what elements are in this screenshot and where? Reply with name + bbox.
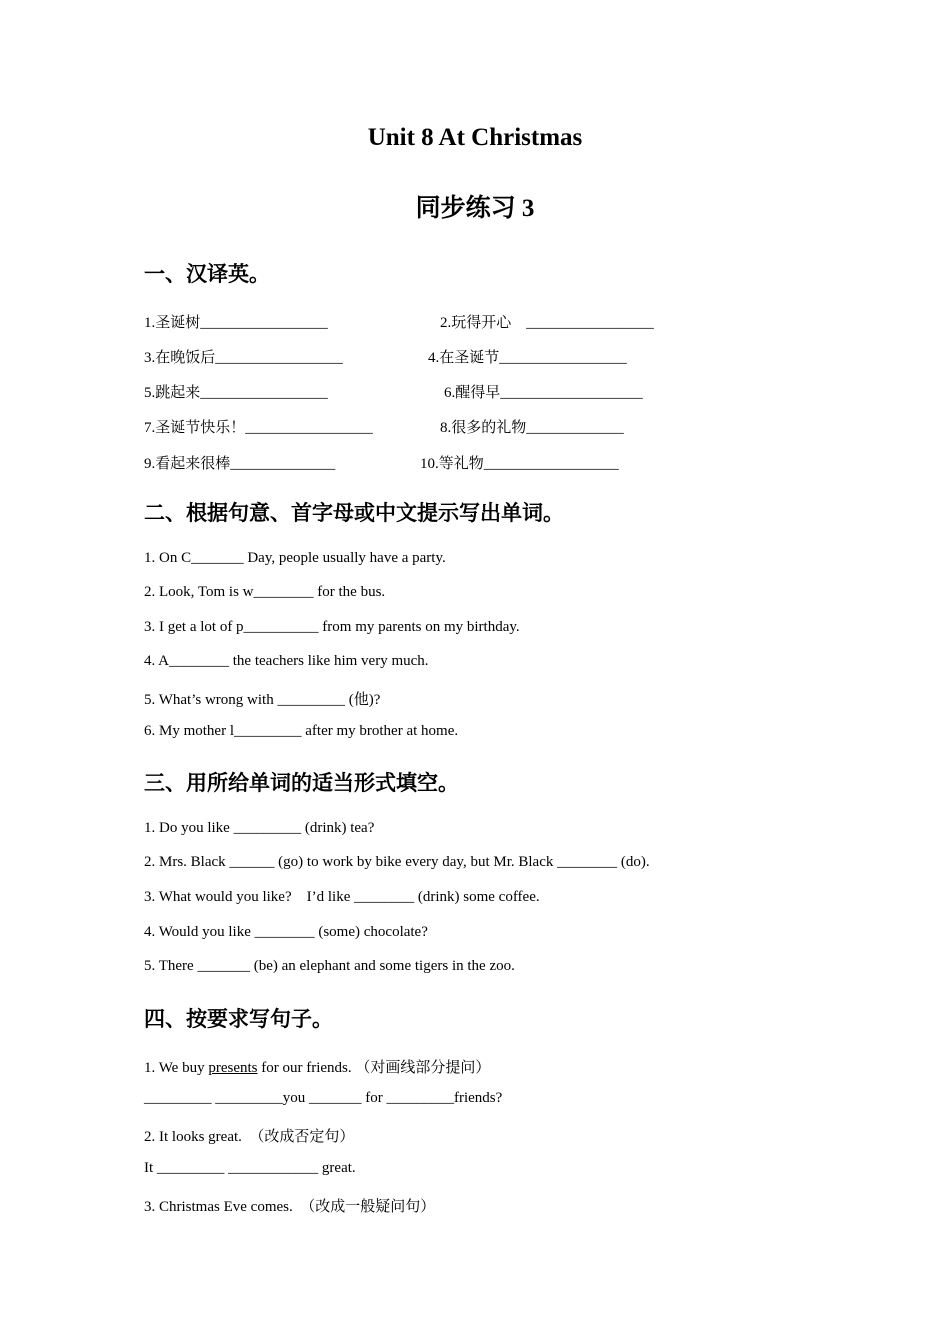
- section1-item-3: 3.在晚饭后_________________: [144, 350, 343, 366]
- section4-q1-underlined-word: presents: [208, 1060, 258, 1076]
- section3-heading: 三、用所给单词的适当形式填空。: [144, 771, 459, 795]
- section1-heading: 一、汉译英。: [144, 262, 270, 286]
- section3-item-2: 2. Mrs. Black ______ (go) to work by bike every day, but Mr. Black ________ (do).: [144, 854, 650, 870]
- section1-item-1: 1.圣诞树_________________: [144, 315, 328, 331]
- section1-item-9: 9.看起来很棒______________: [144, 456, 336, 472]
- section4-q1-before: 1. We buy: [144, 1060, 209, 1076]
- section3-item-5: 5. There _______ (be) an elephant and some tigers in the zoo.: [144, 958, 515, 974]
- section4-question-1: [144, 1056, 490, 1077]
- worksheet-title: Unit 8 At Christmas: [367, 124, 583, 151]
- section2-item-3: 3. I get a lot of p__________ from my parents on my birthday.: [144, 619, 520, 635]
- section4-answer-2: It _________ ____________ great.: [144, 1160, 356, 1176]
- section4-answer-1: _________ _________you _______ for _________friends?: [144, 1090, 503, 1106]
- section4-heading: 四、按要求写句子。: [144, 1007, 333, 1031]
- section2-item-1: 1. On C_______ Day, people usually have a party.: [144, 550, 446, 566]
- section1-item-6: 6.醒得早___________________: [444, 385, 643, 401]
- section2-item-4: 4. A________ the teachers like him very much.: [144, 653, 429, 669]
- section4-question-2: 2. It looks great. （改成否定句）: [144, 1129, 355, 1145]
- section1-item-8: 8.很多的礼物_____________: [440, 420, 624, 436]
- section1-item-10: 10.等礼物__________________: [420, 456, 619, 472]
- section1-item-4: 4.在圣诞节_________________: [428, 350, 627, 366]
- section3-item-1: 1. Do you like _________ (drink) tea?: [144, 820, 375, 836]
- section2-heading: 二、根据句意、首字母或中文提示写出单词。: [144, 501, 564, 525]
- section1-item-7: 7.圣诞节快乐！_________________: [144, 420, 373, 436]
- section4-question-3: 3. Christmas Eve comes. （改成一般疑问句）: [144, 1199, 436, 1215]
- section3-item-4: 4. Would you like ________ (some) chocolate?: [144, 924, 428, 940]
- section2-item-5: 5. What’s wrong with _________ (他)?: [144, 692, 381, 708]
- section4-q1-after: for our friends. （对画线部分提问）: [257, 1060, 491, 1076]
- section3-item-3: 3. What would you like? I’d like ________ (drink) some coffee.: [144, 889, 540, 905]
- section2-item-6: 6. My mother l_________ after my brother at home.: [144, 723, 459, 739]
- worksheet-subtitle: 同步练习 3: [415, 195, 535, 222]
- section2-item-2: 2. Look, Tom is w________ for the bus.: [144, 584, 386, 600]
- section1-item-5: 5.跳起来_________________: [144, 385, 328, 401]
- section1-item-2: 2.玩得开心 _________________: [440, 315, 654, 331]
